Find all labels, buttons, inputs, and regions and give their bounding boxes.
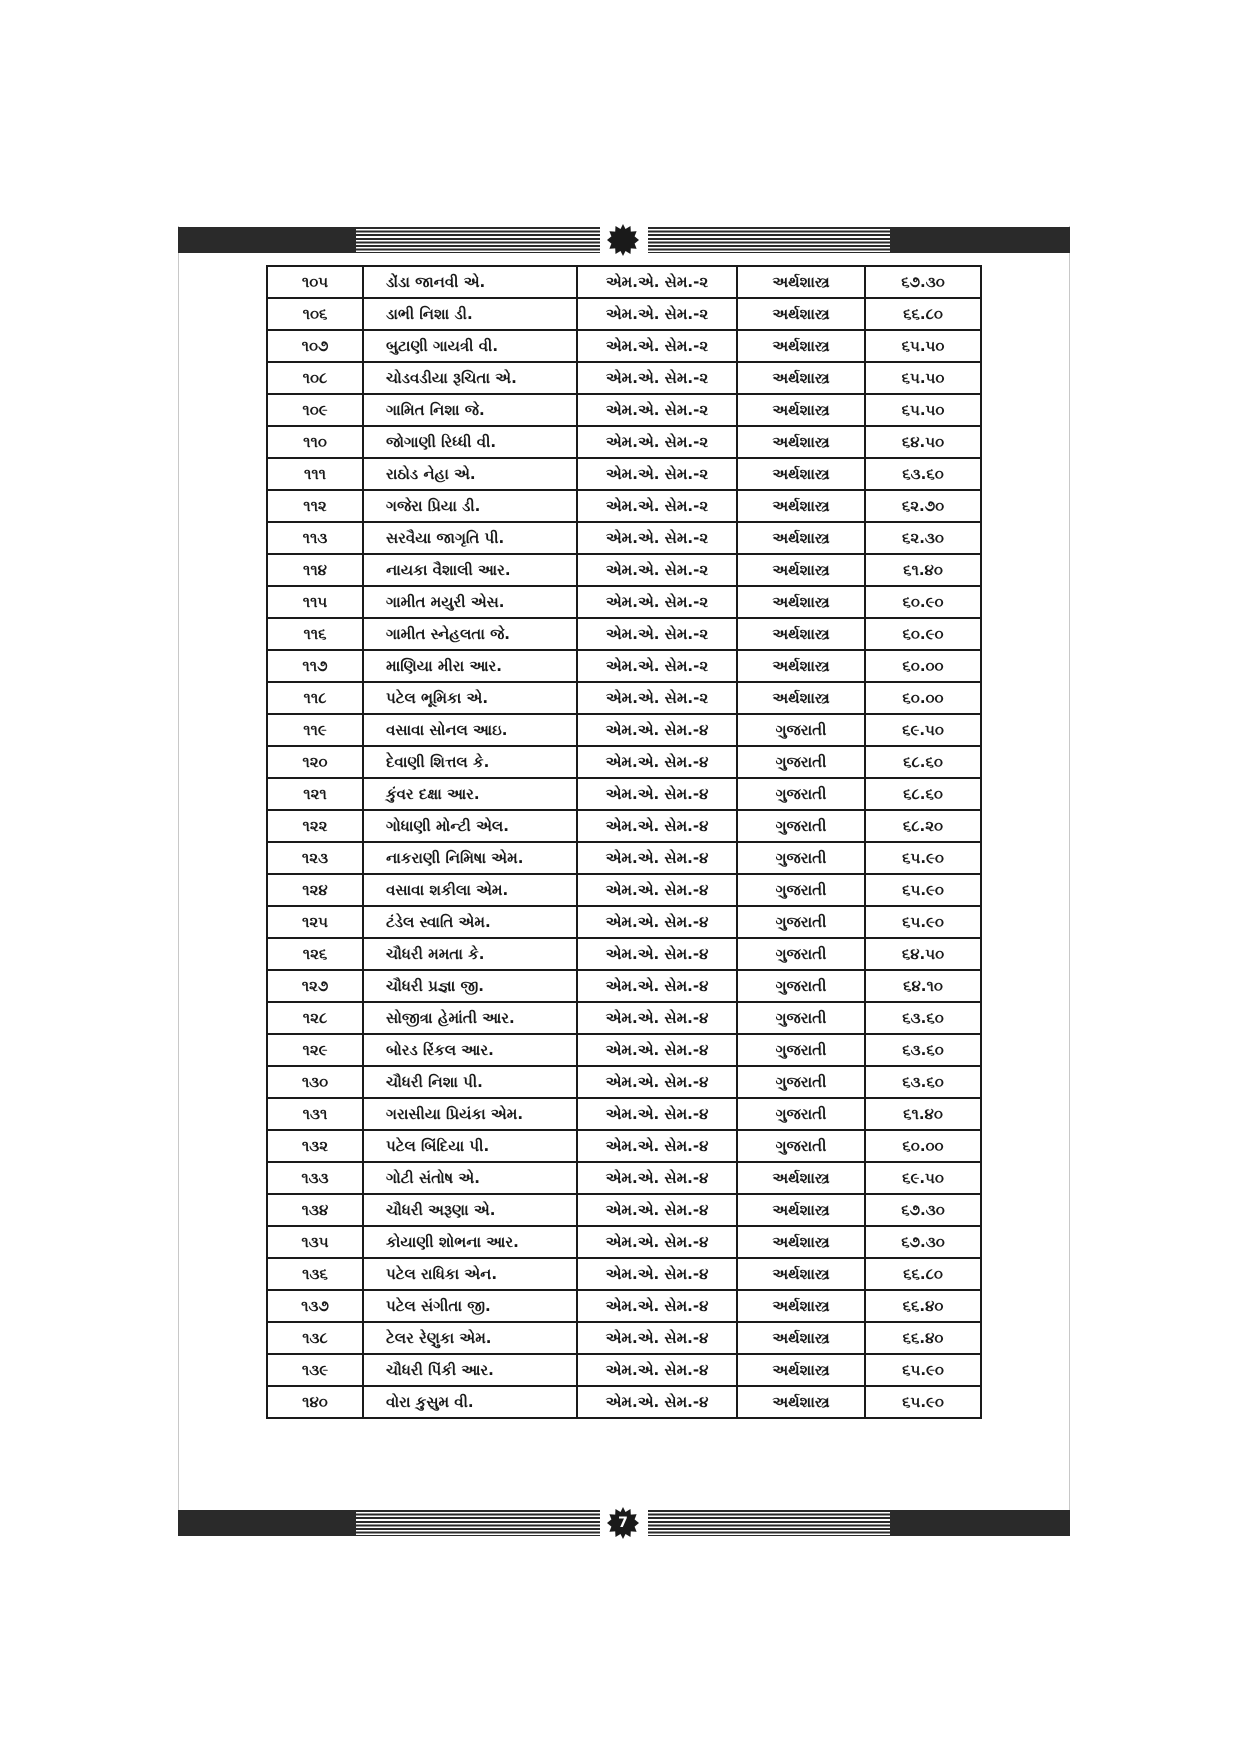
course-cell: એમ.એ. સેમ.-૪ — [577, 938, 737, 970]
student-name-cell: ગોધાણી મોન્ટી એલ. — [363, 810, 577, 842]
subject-cell: અર્થશાસ્ત્ર — [737, 1226, 865, 1258]
table-row — [267, 874, 981, 906]
subject-cell: ગુજરાતી — [737, 1098, 865, 1130]
subject-cell: અર્થશાસ્ત્ર — [737, 426, 865, 458]
course-cell: એમ.એ. સેમ.-૪ — [577, 714, 737, 746]
percentage-cell: ૬૧.૪૦ — [865, 554, 981, 586]
table-row — [267, 298, 981, 330]
subject-cell: અર્થશાસ્ત્ર — [737, 682, 865, 714]
course-cell: એમ.એ. સેમ.-૪ — [577, 1226, 737, 1258]
serial-number-cell: ૧૧૯ — [267, 714, 363, 746]
serial-number-cell: ૧૦૭ — [267, 330, 363, 362]
table-row — [267, 1002, 981, 1034]
subject-cell: અર્થશાસ્ત્ર — [737, 1258, 865, 1290]
course-cell: એમ.એ. સેમ.-૪ — [577, 1258, 737, 1290]
serial-number-cell: ૧૧૪ — [267, 554, 363, 586]
course-cell: એમ.એ. સેમ.-૨ — [577, 650, 737, 682]
subject-cell: ગુજરાતી — [737, 714, 865, 746]
table-row — [267, 1162, 981, 1194]
table-row — [267, 426, 981, 458]
footer-band-left-block — [178, 1510, 356, 1536]
student-name-cell: ટંડેલ સ્વાતિ એમ. — [363, 906, 577, 938]
serial-number-cell: ૧૩૫ — [267, 1226, 363, 1258]
table-row — [267, 266, 981, 298]
serial-number-cell: ૧૧૭ — [267, 650, 363, 682]
student-name-cell: વોરા કુસુમ વી. — [363, 1386, 577, 1418]
serial-number-cell: ૧૨૯ — [267, 1034, 363, 1066]
course-cell: એમ.એ. સેમ.-૪ — [577, 1098, 737, 1130]
course-cell: એમ.એ. સેમ.-૪ — [577, 1194, 737, 1226]
serial-number-cell: ૧૧૫ — [267, 586, 363, 618]
student-name-cell: નાકરાણી નિમિષા એમ. — [363, 842, 577, 874]
table-row — [267, 842, 981, 874]
percentage-cell: ૬૭.૩૦ — [865, 1226, 981, 1258]
percentage-cell: ૬૨.૩૦ — [865, 522, 981, 554]
subject-cell: અર્થશાસ્ત્ર — [737, 298, 865, 330]
serial-number-cell: ૧૩૩ — [267, 1162, 363, 1194]
header-band-right-stripes — [648, 227, 890, 253]
course-cell: એમ.એ. સેમ.-૪ — [577, 1002, 737, 1034]
table-row — [267, 554, 981, 586]
serial-number-cell: ૧૩૯ — [267, 1354, 363, 1386]
percentage-cell: ૬૨.૭૦ — [865, 490, 981, 522]
course-cell: એમ.એ. સેમ.-૨ — [577, 394, 737, 426]
subject-cell: ગુજરાતી — [737, 1130, 865, 1162]
page-number: 7 — [618, 1515, 628, 1531]
percentage-cell: ૬૬.૮૦ — [865, 1258, 981, 1290]
results-table — [266, 265, 982, 1419]
subject-cell: ગુજરાતી — [737, 1066, 865, 1098]
student-name-cell: જોગાણી રિધ્ધી વી. — [363, 426, 577, 458]
student-name-cell: પટેલ સંગીતા જી. — [363, 1290, 577, 1322]
percentage-cell: ૬૪.૫૦ — [865, 426, 981, 458]
subject-cell: ગુજરાતી — [737, 938, 865, 970]
percentage-cell: ૬૬.૪૦ — [865, 1322, 981, 1354]
subject-cell: અર્થશાસ્ત્ર — [737, 1354, 865, 1386]
student-name-cell: કુંવર દક્ષા આર. — [363, 778, 577, 810]
percentage-cell: ૬૩.૬૦ — [865, 1034, 981, 1066]
course-cell: એમ.એ. સેમ.-૨ — [577, 618, 737, 650]
serial-number-cell: ૧૩૨ — [267, 1130, 363, 1162]
course-cell: એમ.એ. સેમ.-૨ — [577, 586, 737, 618]
table-row — [267, 1322, 981, 1354]
percentage-cell: ૬૬.૮૦ — [865, 298, 981, 330]
table-row — [267, 810, 981, 842]
serial-number-cell: ૧૦૯ — [267, 394, 363, 426]
course-cell: એમ.એ. સેમ.-૨ — [577, 298, 737, 330]
percentage-cell: ૬૦.૯૦ — [865, 586, 981, 618]
serial-number-cell: ૧૩૭ — [267, 1290, 363, 1322]
percentage-cell: ૬૦.૯૦ — [865, 618, 981, 650]
header-starburst-icon — [606, 223, 640, 257]
serial-number-cell: ૧૧૨ — [267, 490, 363, 522]
percentage-cell: ૬૫.૯૦ — [865, 1354, 981, 1386]
student-name-cell: ગામીત મયુરી એસ. — [363, 586, 577, 618]
percentage-cell: ૬૩.૬૦ — [865, 1002, 981, 1034]
subject-cell: અર્થશાસ્ત્ર — [737, 266, 865, 298]
table-row — [267, 778, 981, 810]
student-name-cell: ગામીત સ્નેહલતા જે. — [363, 618, 577, 650]
footer-band-left-stripes — [356, 1510, 600, 1536]
table-row — [267, 938, 981, 970]
serial-number-cell: ૧૦૬ — [267, 298, 363, 330]
subject-cell: અર્થશાસ્ત્ર — [737, 1322, 865, 1354]
student-name-cell: માણિયા મીરા આર. — [363, 650, 577, 682]
percentage-cell: ૬૭.૩૦ — [865, 1194, 981, 1226]
percentage-cell: ૬૫.૯૦ — [865, 842, 981, 874]
course-cell: એમ.એ. સેમ.-૪ — [577, 810, 737, 842]
percentage-cell: ૬૭.૩૦ — [865, 266, 981, 298]
course-cell: એમ.એ. સેમ.-૨ — [577, 490, 737, 522]
subject-cell: અર્થશાસ્ત્ર — [737, 586, 865, 618]
subject-cell: ગુજરાતી — [737, 1002, 865, 1034]
table-row — [267, 458, 981, 490]
table-row — [267, 1034, 981, 1066]
footer-band-right-block — [890, 1510, 1070, 1536]
subject-cell: અર્થશાસ્ત્ર — [737, 1194, 865, 1226]
student-name-cell: નાયકા વૈશાલી આર. — [363, 554, 577, 586]
serial-number-cell: ૧૨૧ — [267, 778, 363, 810]
serial-number-cell: ૧૧૧ — [267, 458, 363, 490]
percentage-cell: ૬૮.૬૦ — [865, 746, 981, 778]
subject-cell: અર્થશાસ્ત્ર — [737, 458, 865, 490]
serial-number-cell: ૧૪૦ — [267, 1386, 363, 1418]
percentage-cell: ૬૯.૫૦ — [865, 1162, 981, 1194]
student-name-cell: ડાભી નિશા ડી. — [363, 298, 577, 330]
table-row — [267, 1098, 981, 1130]
table-row — [267, 1226, 981, 1258]
subject-cell: અર્થશાસ્ત્ર — [737, 330, 865, 362]
student-name-cell: સોજીત્રા હેમાંતી આર. — [363, 1002, 577, 1034]
percentage-cell: ૬૫.૯૦ — [865, 906, 981, 938]
serial-number-cell: ૧૩૧ — [267, 1098, 363, 1130]
serial-number-cell: ૧૩૪ — [267, 1194, 363, 1226]
serial-number-cell: ૧૧૮ — [267, 682, 363, 714]
course-cell: એમ.એ. સેમ.-૪ — [577, 1130, 737, 1162]
course-cell: એમ.એ. સેમ.-૨ — [577, 554, 737, 586]
student-name-cell: વસાવા સોનલ આઇ. — [363, 714, 577, 746]
serial-number-cell: ૧૨૫ — [267, 906, 363, 938]
student-name-cell: કોયાણી શોભના આર. — [363, 1226, 577, 1258]
table-row — [267, 586, 981, 618]
student-name-cell: સરવૈયા જાગૃતિ પી. — [363, 522, 577, 554]
header-band-left-stripes — [356, 227, 600, 253]
serial-number-cell: ૧૨૭ — [267, 970, 363, 1002]
student-name-cell: ચૌધરી અરૂણા એ. — [363, 1194, 577, 1226]
table-row — [267, 522, 981, 554]
footer-band-right-stripes — [648, 1510, 890, 1536]
student-name-cell: બોરડ રિંકલ આર. — [363, 1034, 577, 1066]
student-name-cell: ગરાસીયા પ્રિયંકા એમ. — [363, 1098, 577, 1130]
percentage-cell: ૬૩.૬૦ — [865, 458, 981, 490]
course-cell: એમ.એ. સેમ.-૪ — [577, 970, 737, 1002]
subject-cell: ગુજરાતી — [737, 1034, 865, 1066]
serial-number-cell: ૧૨૬ — [267, 938, 363, 970]
percentage-cell: ૬૮.૬૦ — [865, 778, 981, 810]
percentage-cell: ૬૦.૦૦ — [865, 1130, 981, 1162]
serial-number-cell: ૧૨૦ — [267, 746, 363, 778]
table-row — [267, 1354, 981, 1386]
subject-cell: ગુજરાતી — [737, 842, 865, 874]
percentage-cell: ૬૫.૫૦ — [865, 362, 981, 394]
percentage-cell: ૬૫.૫૦ — [865, 394, 981, 426]
subject-cell: અર્થશાસ્ત્ર — [737, 394, 865, 426]
student-name-cell: ચૌધરી નિશા પી. — [363, 1066, 577, 1098]
student-name-cell: ગજેરા પ્રિયા ડી. — [363, 490, 577, 522]
student-name-cell: ટેલર રેણુકા એમ. — [363, 1322, 577, 1354]
student-name-cell: પટેલ બિંદિયા પી. — [363, 1130, 577, 1162]
student-name-cell: રાઠોડ નેહા એ. — [363, 458, 577, 490]
serial-number-cell: ૧૨૮ — [267, 1002, 363, 1034]
course-cell: એમ.એ. સેમ.-૨ — [577, 426, 737, 458]
serial-number-cell: ૧૧૦ — [267, 426, 363, 458]
subject-cell: ગુજરાતી — [737, 810, 865, 842]
course-cell: એમ.એ. સેમ.-૪ — [577, 1034, 737, 1066]
table-row — [267, 746, 981, 778]
course-cell: એમ.એ. સેમ.-૪ — [577, 1162, 737, 1194]
table-row — [267, 906, 981, 938]
course-cell: એમ.એ. સેમ.-૪ — [577, 1354, 737, 1386]
table-row — [267, 618, 981, 650]
student-name-cell: પટેલ ભૂમિકા એ. — [363, 682, 577, 714]
student-name-cell: ડોંડા જાનવી એ. — [363, 266, 577, 298]
footer-band — [178, 1510, 1070, 1536]
student-name-cell: ગામિત નિશા જે. — [363, 394, 577, 426]
serial-number-cell: ૧૦૫ — [267, 266, 363, 298]
course-cell: એમ.એ. સેમ.-૪ — [577, 1386, 737, 1418]
course-cell: એમ.એ. સેમ.-૪ — [577, 1066, 737, 1098]
course-cell: એમ.એ. સેમ.-૪ — [577, 874, 737, 906]
percentage-cell: ૬૫.૫૦ — [865, 330, 981, 362]
percentage-cell: ૬૩.૬૦ — [865, 1066, 981, 1098]
course-cell: એમ.એ. સેમ.-૨ — [577, 522, 737, 554]
serial-number-cell: ૧૧૬ — [267, 618, 363, 650]
subject-cell: અર્થશાસ્ત્ર — [737, 490, 865, 522]
percentage-cell: ૬૫.૯૦ — [865, 874, 981, 906]
table-row — [267, 394, 981, 426]
student-name-cell: બુટાણી ગાયત્રી વી. — [363, 330, 577, 362]
table-row — [267, 1290, 981, 1322]
subject-cell: અર્થશાસ્ત્ર — [737, 362, 865, 394]
student-name-cell: ચૌધરી પિંકી આર. — [363, 1354, 577, 1386]
serial-number-cell: ૧૩૮ — [267, 1322, 363, 1354]
header-band-left-block — [178, 227, 356, 253]
course-cell: એમ.એ. સેમ.-૨ — [577, 682, 737, 714]
course-cell: એમ.એ. સેમ.-૪ — [577, 842, 737, 874]
percentage-cell: ૬૮.૨૦ — [865, 810, 981, 842]
serial-number-cell: ૧૦૮ — [267, 362, 363, 394]
student-name-cell: ચૌધરી મમતા કે. — [363, 938, 577, 970]
percentage-cell: ૬૬.૪૦ — [865, 1290, 981, 1322]
subject-cell: અર્થશાસ્ત્ર — [737, 650, 865, 682]
header-band-right-block — [890, 227, 1070, 253]
subject-cell: અર્થશાસ્ત્ર — [737, 618, 865, 650]
serial-number-cell: ૧૧૩ — [267, 522, 363, 554]
subject-cell: અર્થશાસ્ત્ર — [737, 1162, 865, 1194]
course-cell: એમ.એ. સેમ.-૪ — [577, 1322, 737, 1354]
student-name-cell: ગોટી સંતોષ એ. — [363, 1162, 577, 1194]
header-band — [178, 227, 1070, 253]
percentage-cell: ૬૦.૦૦ — [865, 650, 981, 682]
student-name-cell: ચોડવડીયા રૂચિતા એ. — [363, 362, 577, 394]
table-row — [267, 650, 981, 682]
course-cell: એમ.એ. સેમ.-૨ — [577, 330, 737, 362]
table-row — [267, 682, 981, 714]
table-row — [267, 970, 981, 1002]
percentage-cell: ૬૪.૧૦ — [865, 970, 981, 1002]
student-name-cell: દેવાણી શિત્તલ કે. — [363, 746, 577, 778]
percentage-cell: ૬૧.૪૦ — [865, 1098, 981, 1130]
serial-number-cell: ૧૨૪ — [267, 874, 363, 906]
course-cell: એમ.એ. સેમ.-૨ — [577, 458, 737, 490]
subject-cell: ગુજરાતી — [737, 970, 865, 1002]
serial-number-cell: ૧૨૩ — [267, 842, 363, 874]
table-row — [267, 714, 981, 746]
subject-cell: ગુજરાતી — [737, 906, 865, 938]
table-row — [267, 1194, 981, 1226]
percentage-cell: ૬૪.૫૦ — [865, 938, 981, 970]
serial-number-cell: ૧૩૦ — [267, 1066, 363, 1098]
table-row — [267, 1066, 981, 1098]
subject-cell: અર્થશાસ્ત્ર — [737, 1290, 865, 1322]
serial-number-cell: ૧૨૨ — [267, 810, 363, 842]
student-name-cell: ચૌધરી પ્રજ્ઞા જી. — [363, 970, 577, 1002]
table-row — [267, 490, 981, 522]
percentage-cell: ૬૦.૦૦ — [865, 682, 981, 714]
subject-cell: ગુજરાતી — [737, 746, 865, 778]
course-cell: એમ.એ. સેમ.-૪ — [577, 746, 737, 778]
percentage-cell: ૬૫.૯૦ — [865, 1386, 981, 1418]
percentage-cell: ૬૯.૫૦ — [865, 714, 981, 746]
course-cell: એમ.એ. સેમ.-૪ — [577, 1290, 737, 1322]
page-number-badge — [606, 1506, 640, 1540]
subject-cell: ગુજરાતી — [737, 874, 865, 906]
subject-cell: ગુજરાતી — [737, 778, 865, 810]
student-name-cell: વસાવા શકીલા એમ. — [363, 874, 577, 906]
table-row — [267, 1130, 981, 1162]
course-cell: એમ.એ. સેમ.-૪ — [577, 906, 737, 938]
subject-cell: અર્થશાસ્ત્ર — [737, 522, 865, 554]
student-name-cell: પટેલ રાધિકા એન. — [363, 1258, 577, 1290]
table-row — [267, 1386, 981, 1418]
subject-cell: અર્થશાસ્ત્ર — [737, 554, 865, 586]
course-cell: એમ.એ. સેમ.-૪ — [577, 778, 737, 810]
course-cell: એમ.એ. સેમ.-૨ — [577, 266, 737, 298]
table-row — [267, 330, 981, 362]
table-row — [267, 362, 981, 394]
subject-cell: અર્થશાસ્ત્ર — [737, 1386, 865, 1418]
course-cell: એમ.એ. સેમ.-૨ — [577, 362, 737, 394]
serial-number-cell: ૧૩૬ — [267, 1258, 363, 1290]
table-row — [267, 1258, 981, 1290]
